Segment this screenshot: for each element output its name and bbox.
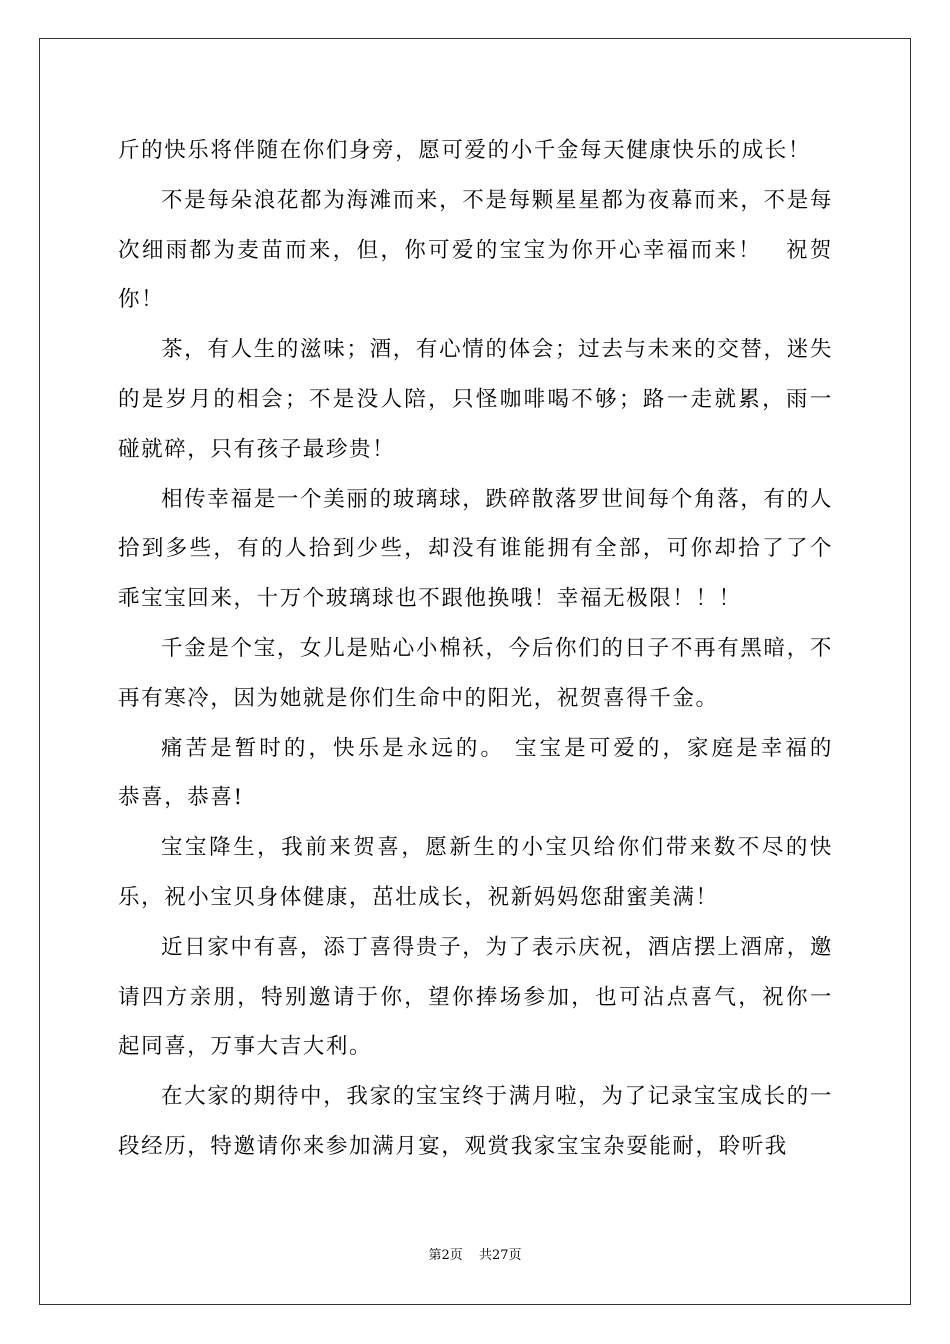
- page-footer: [0, 1246, 950, 1266]
- paragraph-6: 痛苦是暂时的，快乐是永远的。 宝宝是可爱的，家庭是幸福的 恭喜，恭喜!: [118, 735, 857, 811]
- paragraph-5: 千金是个宝，女儿是贴心小棉袄，今后你们的日子不再有黑暗，不再有寒冷，因为她就是你们生命中的阳光，祝贺喜得千金。: [118, 635, 833, 711]
- paragraph-8: 近日家中有喜，添丁喜得贵子，为了表示庆祝，酒店摆上酒席，邀请四方亲朋，特别邀请于你，望你捧场参加，也可沾点喜气，祝你一起同喜，万事大吉大利。: [118, 934, 833, 1060]
- paragraph-4: 相传幸福是一个美丽的玻璃球，跌碎散落罗世间每个角落，有的人拾到多些，有的人拾到少些，却没有谁能拥有全部，可你却拾了了个乖宝宝回来，十万个玻璃球也不跟他换哦！幸福无极限！！！: [118, 486, 833, 612]
- paragraph-7: 宝宝降生，我前来贺喜，愿新生的小宝贝给你们带来数不尽的快乐，祝小宝贝身体健康，茁壮成长，祝新妈妈您甜蜜美满！: [118, 835, 833, 910]
- page-number: 第2页: [428, 1248, 463, 1263]
- paragraph-9: 在大家的期待中，我家的宝宝终于满月啦，为了记录宝宝成长的一段经历，特邀请你来参加满月宴，观赏我家宝宝杂耍能耐，聆听我: [118, 1084, 833, 1159]
- document-body: [118, 126, 857, 1172]
- page-total: 共27页: [478, 1248, 522, 1263]
- paragraph-1: 斤的快乐将伴随在你们身旁，愿可爱的小千金每天健康快乐的成长！: [118, 138, 812, 163]
- paragraph-3: 茶，有人生的滋味；酒，有心情的体会；过去与未来的交替，迷失的是岁月的相会；不是没人陪，只怪咖啡喝不够；路一走就累，雨一碰就碎，只有孩子最珍贵！: [118, 337, 833, 462]
- paragraph-2: 不是每朵浪花都为海滩而来，不是每颗星星都为夜幕而来，不是每次细雨都为麦苗而来，但，你可爱的宝宝为你开心幸福而来！ 祝贺你！: [118, 187, 833, 313]
